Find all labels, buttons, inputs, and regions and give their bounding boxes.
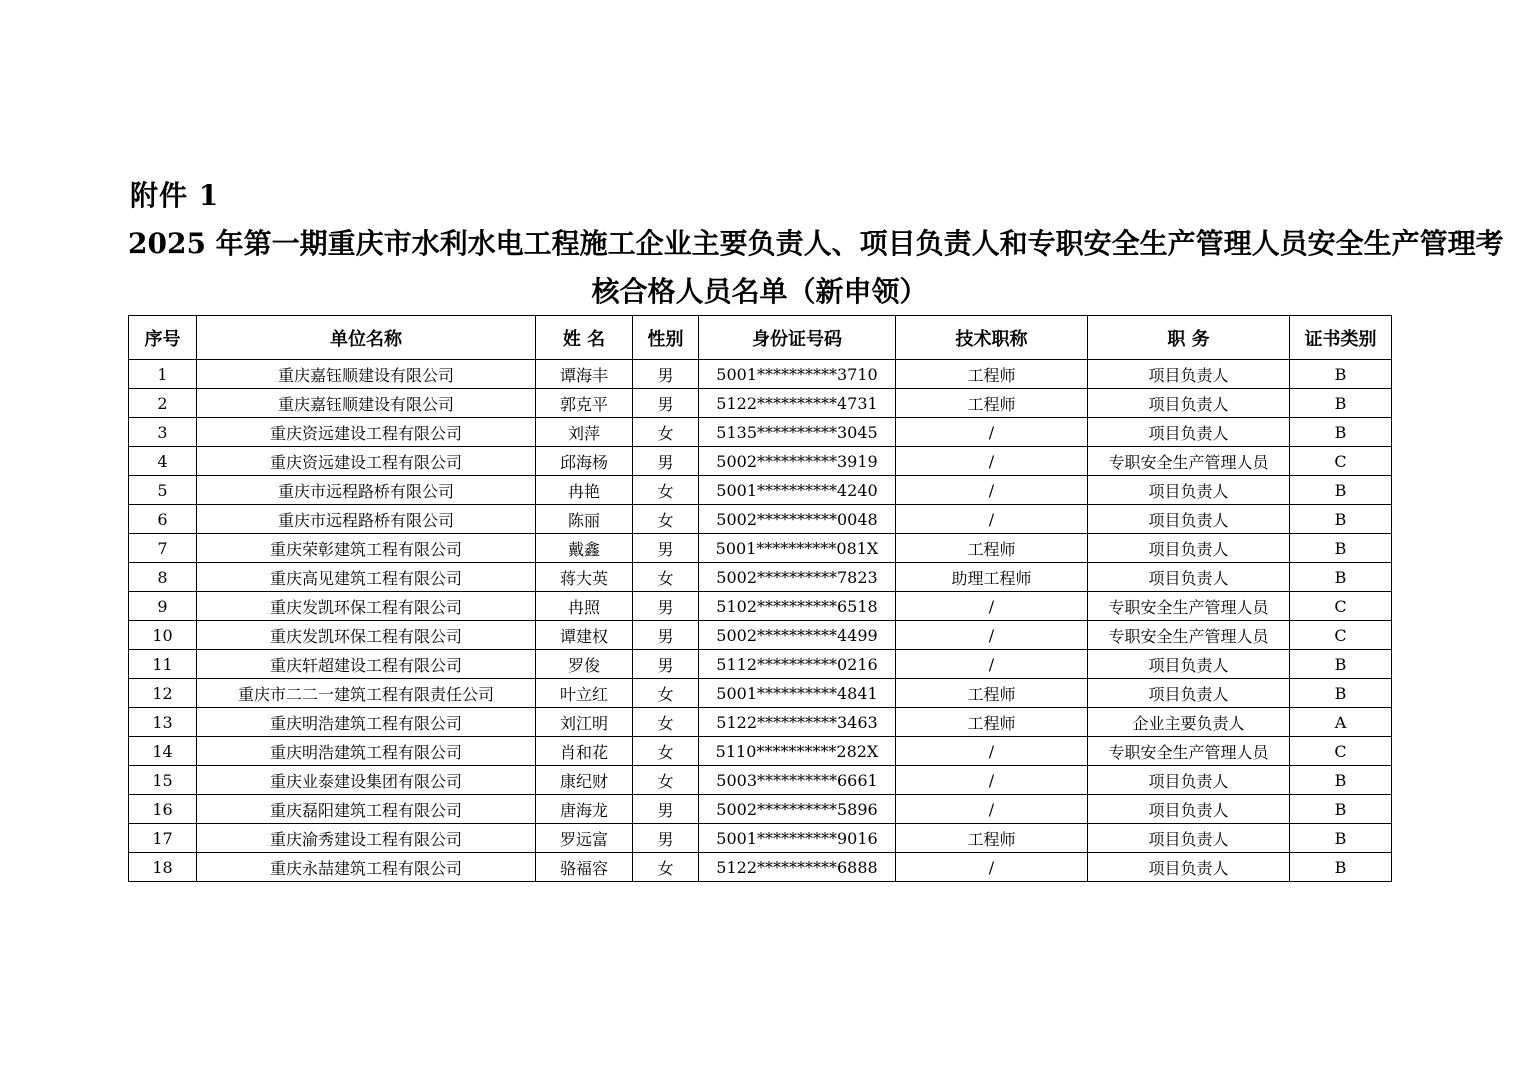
table-row <box>129 592 1392 621</box>
table-row <box>129 447 1392 476</box>
cell-company: 重庆嘉钰顺建设有限公司 <box>197 360 536 389</box>
cell-gender: 女 <box>633 853 699 882</box>
table-row <box>129 621 1392 650</box>
cell-id-number: 5002**********7823 <box>699 563 896 592</box>
cell-gender: 女 <box>633 766 699 795</box>
cell-serial: 4 <box>129 447 197 476</box>
cell-name: 谭海丰 <box>536 360 633 389</box>
cell-company: 重庆明浩建筑工程有限公司 <box>197 708 536 737</box>
cell-name: 刘萍 <box>536 418 633 447</box>
cell-cert-class: C <box>1290 737 1392 766</box>
cell-name: 刘江明 <box>536 708 633 737</box>
cell-company: 重庆市二二一建筑工程有限责任公司 <box>197 679 536 708</box>
cell-gender: 男 <box>633 534 699 563</box>
cell-cert-class: B <box>1290 795 1392 824</box>
cell-title: 助理工程师 <box>896 563 1088 592</box>
cell-id-number: 5112**********0216 <box>699 650 896 679</box>
cell-company: 重庆荣彰建筑工程有限公司 <box>197 534 536 563</box>
cell-company: 重庆明浩建筑工程有限公司 <box>197 737 536 766</box>
cell-title: / <box>896 592 1088 621</box>
header-position: 职 务 <box>1088 316 1290 360</box>
cell-company: 重庆业泰建设集团有限公司 <box>197 766 536 795</box>
cell-name: 冉艳 <box>536 476 633 505</box>
cell-id-number: 5135**********3045 <box>699 418 896 447</box>
header-company: 单位名称 <box>197 316 536 360</box>
cell-title: 工程师 <box>896 679 1088 708</box>
cell-gender: 男 <box>633 389 699 418</box>
cell-cert-class: C <box>1290 592 1392 621</box>
cell-position: 专职安全生产管理人员 <box>1088 447 1290 476</box>
cell-gender: 男 <box>633 447 699 476</box>
cell-position: 项目负责人 <box>1088 534 1290 563</box>
cell-position: 专职安全生产管理人员 <box>1088 592 1290 621</box>
cell-title: 工程师 <box>896 389 1088 418</box>
cell-position: 专职安全生产管理人员 <box>1088 737 1290 766</box>
cell-id-number: 5001**********4240 <box>699 476 896 505</box>
table-body <box>129 360 1392 882</box>
cell-company: 重庆永喆建筑工程有限公司 <box>197 853 536 882</box>
cell-gender: 女 <box>633 679 699 708</box>
cell-cert-class: B <box>1290 360 1392 389</box>
cell-serial: 18 <box>129 853 197 882</box>
cell-cert-class: B <box>1290 418 1392 447</box>
cell-company: 重庆高见建筑工程有限公司 <box>197 563 536 592</box>
cell-serial: 1 <box>129 360 197 389</box>
table-row <box>129 795 1392 824</box>
cell-gender: 男 <box>633 621 699 650</box>
cell-id-number: 5102**********6518 <box>699 592 896 621</box>
cell-id-number: 5110**********282X <box>699 737 896 766</box>
cell-title: / <box>896 621 1088 650</box>
header-gender: 性别 <box>633 316 699 360</box>
cell-title: / <box>896 650 1088 679</box>
cell-title: / <box>896 795 1088 824</box>
cell-serial: 2 <box>129 389 197 418</box>
header-id-number: 身份证号码 <box>699 316 896 360</box>
cell-title: / <box>896 505 1088 534</box>
cell-position: 项目负责人 <box>1088 505 1290 534</box>
cell-serial: 7 <box>129 534 197 563</box>
cell-company: 重庆磊阳建筑工程有限公司 <box>197 795 536 824</box>
cell-gender: 女 <box>633 505 699 534</box>
cell-name: 唐海龙 <box>536 795 633 824</box>
cell-position: 项目负责人 <box>1088 476 1290 505</box>
cell-cert-class: B <box>1290 853 1392 882</box>
cell-title: 工程师 <box>896 534 1088 563</box>
cell-id-number: 5003**********6661 <box>699 766 896 795</box>
header-cert-class: 证书类别 <box>1290 316 1392 360</box>
cell-id-number: 5122**********3463 <box>699 708 896 737</box>
cell-cert-class: C <box>1290 621 1392 650</box>
cell-id-number: 5001**********081X <box>699 534 896 563</box>
cell-company: 重庆嘉钰顺建设有限公司 <box>197 389 536 418</box>
cell-cert-class: B <box>1290 389 1392 418</box>
cell-cert-class: B <box>1290 650 1392 679</box>
table-row <box>129 708 1392 737</box>
cell-position: 项目负责人 <box>1088 766 1290 795</box>
table-row <box>129 418 1392 447</box>
cell-name: 罗俊 <box>536 650 633 679</box>
document-title-line-1: 2025 年第一期重庆市水利水电工程施工企业主要负责人、项目负责人和专职安全生产管理人员安全生产管理考 <box>128 227 1504 260</box>
cell-title: / <box>896 476 1088 505</box>
cell-id-number: 5002**********5896 <box>699 795 896 824</box>
table-row <box>129 505 1392 534</box>
cell-position: 项目负责人 <box>1088 853 1290 882</box>
cell-name: 蒋大英 <box>536 563 633 592</box>
cell-id-number: 5122**********4731 <box>699 389 896 418</box>
table-row <box>129 824 1392 853</box>
header-title: 技术职称 <box>896 316 1088 360</box>
cell-serial: 12 <box>129 679 197 708</box>
table-row <box>129 853 1392 882</box>
cell-gender: 女 <box>633 563 699 592</box>
cell-gender: 男 <box>633 795 699 824</box>
table-row <box>129 679 1392 708</box>
cell-cert-class: B <box>1290 679 1392 708</box>
cell-id-number: 5001**********9016 <box>699 824 896 853</box>
cell-serial: 16 <box>129 795 197 824</box>
cell-gender: 女 <box>633 737 699 766</box>
cell-company: 重庆市远程路桥有限公司 <box>197 505 536 534</box>
cell-cert-class: C <box>1290 447 1392 476</box>
cell-serial: 11 <box>129 650 197 679</box>
cell-name: 叶立红 <box>536 679 633 708</box>
cell-name: 郭克平 <box>536 389 633 418</box>
cell-id-number: 5001**********4841 <box>699 679 896 708</box>
cell-title: 工程师 <box>896 708 1088 737</box>
cell-serial: 6 <box>129 505 197 534</box>
cell-position: 项目负责人 <box>1088 679 1290 708</box>
attachment-label: 附件 1 <box>130 179 220 212</box>
cell-position: 项目负责人 <box>1088 418 1290 447</box>
cell-position: 项目负责人 <box>1088 824 1290 853</box>
cell-company: 重庆资远建设工程有限公司 <box>197 418 536 447</box>
cell-position: 项目负责人 <box>1088 795 1290 824</box>
cell-company: 重庆发凯环保工程有限公司 <box>197 592 536 621</box>
cell-position: 企业主要负责人 <box>1088 708 1290 737</box>
cell-title: / <box>896 737 1088 766</box>
cell-company: 重庆轩超建设工程有限公司 <box>197 650 536 679</box>
cell-company: 重庆发凯环保工程有限公司 <box>197 621 536 650</box>
table-row <box>129 737 1392 766</box>
cell-gender: 女 <box>633 476 699 505</box>
cell-cert-class: B <box>1290 505 1392 534</box>
cell-company: 重庆资远建设工程有限公司 <box>197 447 536 476</box>
header-name: 姓 名 <box>536 316 633 360</box>
cell-name: 陈丽 <box>536 505 633 534</box>
cell-company: 重庆市远程路桥有限公司 <box>197 476 536 505</box>
cell-position: 项目负责人 <box>1088 563 1290 592</box>
table-header-row <box>129 316 1392 360</box>
cell-name: 罗远富 <box>536 824 633 853</box>
cell-title: / <box>896 447 1088 476</box>
cell-name: 戴鑫 <box>536 534 633 563</box>
cell-gender: 男 <box>633 360 699 389</box>
cell-position: 项目负责人 <box>1088 650 1290 679</box>
cell-cert-class: B <box>1290 766 1392 795</box>
cell-serial: 8 <box>129 563 197 592</box>
cell-gender: 男 <box>633 592 699 621</box>
cell-name: 骆福容 <box>536 853 633 882</box>
document-title-line-2: 核合格人员名单（新申领） <box>591 275 928 308</box>
cell-serial: 5 <box>129 476 197 505</box>
cell-gender: 男 <box>633 824 699 853</box>
personnel-table <box>128 315 1392 882</box>
cell-position: 项目负责人 <box>1088 360 1290 389</box>
cell-serial: 9 <box>129 592 197 621</box>
cell-position: 专职安全生产管理人员 <box>1088 621 1290 650</box>
cell-id-number: 5002**********3919 <box>699 447 896 476</box>
cell-serial: 10 <box>129 621 197 650</box>
table-row <box>129 360 1392 389</box>
header-serial: 序号 <box>129 316 197 360</box>
cell-name: 谭建权 <box>536 621 633 650</box>
cell-cert-class: B <box>1290 824 1392 853</box>
cell-cert-class: B <box>1290 534 1392 563</box>
cell-cert-class: B <box>1290 476 1392 505</box>
cell-company: 重庆渝秀建设工程有限公司 <box>197 824 536 853</box>
cell-id-number: 5002**********0048 <box>699 505 896 534</box>
cell-name: 邱海杨 <box>536 447 633 476</box>
cell-serial: 17 <box>129 824 197 853</box>
cell-serial: 13 <box>129 708 197 737</box>
cell-name: 肖和花 <box>536 737 633 766</box>
table-row <box>129 534 1392 563</box>
cell-title: / <box>896 766 1088 795</box>
cell-id-number: 5001**********3710 <box>699 360 896 389</box>
cell-cert-class: A <box>1290 708 1392 737</box>
cell-serial: 14 <box>129 737 197 766</box>
cell-serial: 3 <box>129 418 197 447</box>
cell-name: 康纪财 <box>536 766 633 795</box>
table-row <box>129 476 1392 505</box>
cell-position: 项目负责人 <box>1088 389 1290 418</box>
cell-id-number: 5002**********4499 <box>699 621 896 650</box>
cell-cert-class: B <box>1290 563 1392 592</box>
cell-title: 工程师 <box>896 824 1088 853</box>
cell-name: 冉照 <box>536 592 633 621</box>
cell-gender: 女 <box>633 418 699 447</box>
table-row <box>129 389 1392 418</box>
table-row <box>129 766 1392 795</box>
cell-title: / <box>896 418 1088 447</box>
cell-gender: 女 <box>633 708 699 737</box>
cell-title: 工程师 <box>896 360 1088 389</box>
cell-id-number: 5122**********6888 <box>699 853 896 882</box>
cell-title: / <box>896 853 1088 882</box>
table-row <box>129 563 1392 592</box>
cell-gender: 男 <box>633 650 699 679</box>
table-row <box>129 650 1392 679</box>
cell-serial: 15 <box>129 766 197 795</box>
